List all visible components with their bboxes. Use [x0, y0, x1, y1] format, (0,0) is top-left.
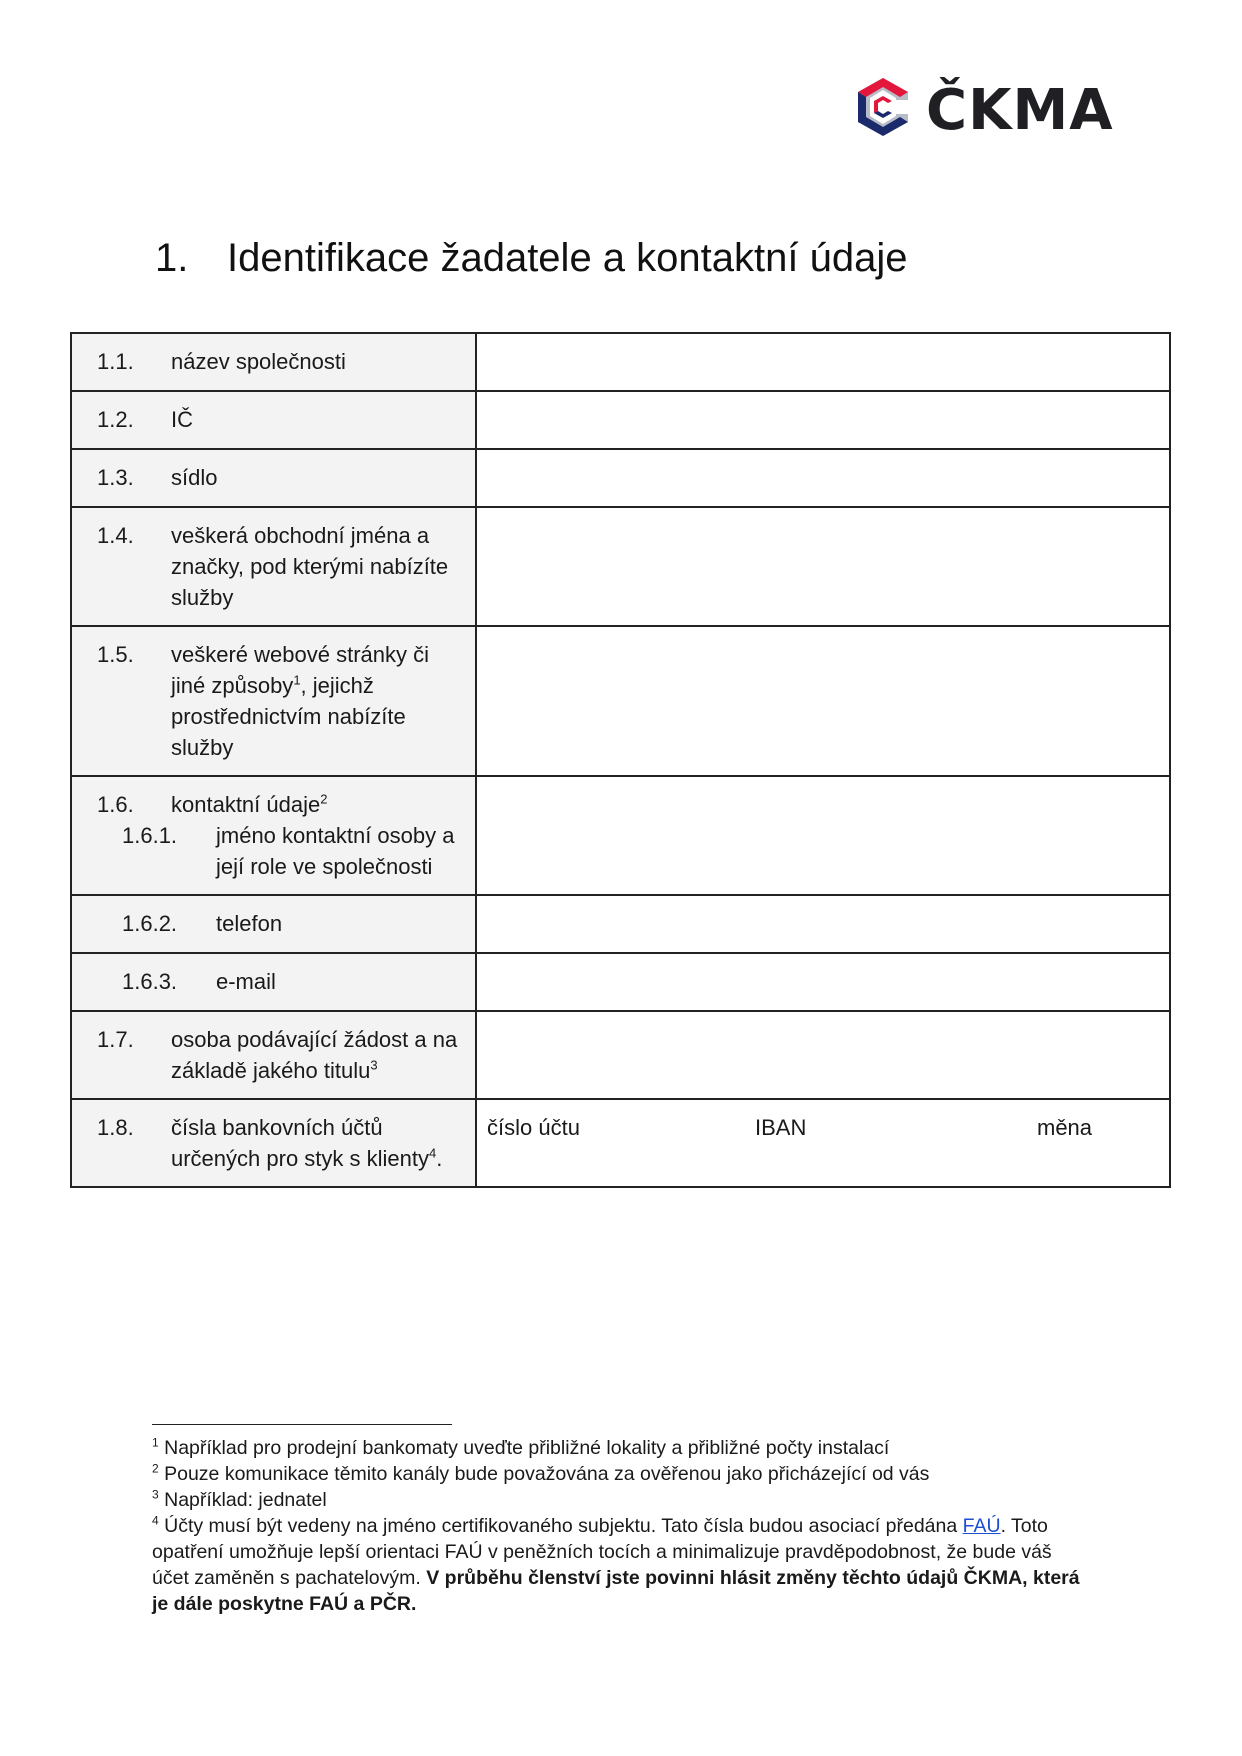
row-number: 1.2.	[97, 407, 134, 432]
row-number: 1.1.	[97, 349, 134, 374]
email-field[interactable]	[476, 953, 1170, 1011]
ico-field[interactable]	[476, 391, 1170, 449]
footnote-ref[interactable]: 1	[293, 672, 301, 688]
footnote-ref[interactable]: 3	[370, 1057, 378, 1073]
table-row	[71, 391, 1170, 449]
row-label-text: sídlo	[171, 465, 218, 490]
row-label-text: veškerá obchodní jména a značky, pod kterými nabízíte služby	[171, 523, 449, 610]
row-number: 1.7.	[97, 1027, 134, 1052]
footnote-3: $^3$ Například: jednatel	[152, 1487, 327, 1511]
row-label-text: IČ	[171, 407, 193, 432]
section-heading	[155, 232, 907, 284]
fau-link[interactable]: FAÚ	[962, 1515, 1001, 1537]
logo-wordmark: ČKMA	[926, 78, 1114, 143]
row-label-company-name	[71, 333, 476, 391]
applicant-field[interactable]	[476, 1011, 1170, 1099]
row-label-email	[71, 953, 476, 1011]
row-number: 1.8.	[97, 1115, 134, 1140]
websites-field[interactable]	[476, 626, 1170, 776]
row-label-text: e-mail	[216, 969, 276, 994]
company-name-field[interactable]	[476, 333, 1170, 391]
table-row	[71, 507, 1170, 626]
seat-field[interactable]	[476, 449, 1170, 507]
row-number: 1.4.	[97, 523, 134, 548]
footnotes	[152, 1435, 1087, 1617]
applicant-form-table	[70, 332, 1171, 1188]
footnote-4-bold-notice: V průběhu členství jste povinni hlásit změny těchto údajů ČKMA, která je dále poskytne FAÚ a PČR.	[152, 1567, 1080, 1615]
table-row	[71, 1011, 1170, 1099]
footnote-ref[interactable]: 4	[428, 1145, 437, 1161]
bank-col-currency: měna	[1037, 1115, 1093, 1140]
row-label-websites	[71, 626, 476, 776]
bank-col-account-number: číslo účtu	[487, 1115, 580, 1140]
row-number: 1.5.	[97, 642, 134, 667]
row-number: 1.6.	[97, 792, 134, 817]
trade-names-field[interactable]	[476, 507, 1170, 626]
sub-row-label-text: jméno kontaktní osoby a její role ve společnosti	[216, 823, 455, 879]
footnote-2: $^2$ Pouze komunikace těmito kanály bude považována za ověřenou jako přicházející od vás	[152, 1461, 930, 1485]
table-row	[71, 895, 1170, 953]
row-label-text: telefon	[216, 911, 283, 936]
contact-person-field[interactable]	[476, 776, 1170, 895]
row-label-ico	[71, 391, 476, 449]
footnote-divider	[152, 1424, 452, 1425]
row-label-text: kontaktní údaje$^2$	[171, 791, 328, 817]
bank-col-iban: IBAN	[755, 1115, 807, 1140]
footnote-1: $^1$ Například pro prodejní bankomaty uveďte přibližné lokality a přibližné počty instalací	[152, 1435, 890, 1459]
row-label-trade-names	[71, 507, 476, 626]
table-row	[71, 1099, 1170, 1187]
row-label-bank-accounts	[71, 1099, 476, 1187]
ckma-logo-mark-icon	[852, 76, 914, 138]
table-row	[71, 953, 1170, 1011]
section-number: 1.	[155, 236, 189, 280]
row-label-text: osoba podávající žádost a na základě jakého titulu$^3$	[171, 1027, 458, 1083]
section-title: Identifikace žadatele a kontaktní údaje	[227, 236, 908, 280]
row-label-seat	[71, 449, 476, 507]
row-label-text: veškeré webové stránky či jiné způsoby$^1$, jejichž prostřednictvím nabízíte služby	[171, 642, 429, 760]
row-number: 1.3.	[97, 465, 134, 490]
row-label-text: čísla bankovních účtů určených pro styk s klienty$^4$.	[171, 1115, 443, 1171]
table-row	[71, 449, 1170, 507]
table-row	[71, 776, 1170, 895]
table-row	[71, 333, 1170, 391]
row-number: 1.6.2.	[122, 911, 178, 936]
footnote-4: $^4$ Účty musí být vedeny na jméno certifikovaného subjektu. Tato čísla budou asociací předána FAÚ. Toto opatření umožňuje lepší orientaci FAÚ v peněžních tocích a minimalizuje pravděpodobnost, že bude váš účet zaměněn s pachatelovým. V průběhu členství jste povinni hlásit změny těchto údajů ČKMA, která je dále poskytne FAÚ a PČR.	[152, 1513, 1080, 1615]
row-label-phone	[71, 895, 476, 953]
sub-row-number: 1.6.1.	[122, 823, 178, 848]
table-row	[71, 626, 1170, 776]
phone-field[interactable]	[476, 895, 1170, 953]
row-label-applicant	[71, 1011, 476, 1099]
ckma-logo	[852, 76, 1114, 146]
row-number: 1.6.3.	[122, 969, 178, 994]
row-label-contact	[71, 776, 476, 895]
footnote-ref[interactable]: 2	[320, 791, 328, 807]
bank-accounts-field[interactable]	[476, 1099, 1170, 1187]
row-label-text: název společnosti	[171, 349, 346, 374]
